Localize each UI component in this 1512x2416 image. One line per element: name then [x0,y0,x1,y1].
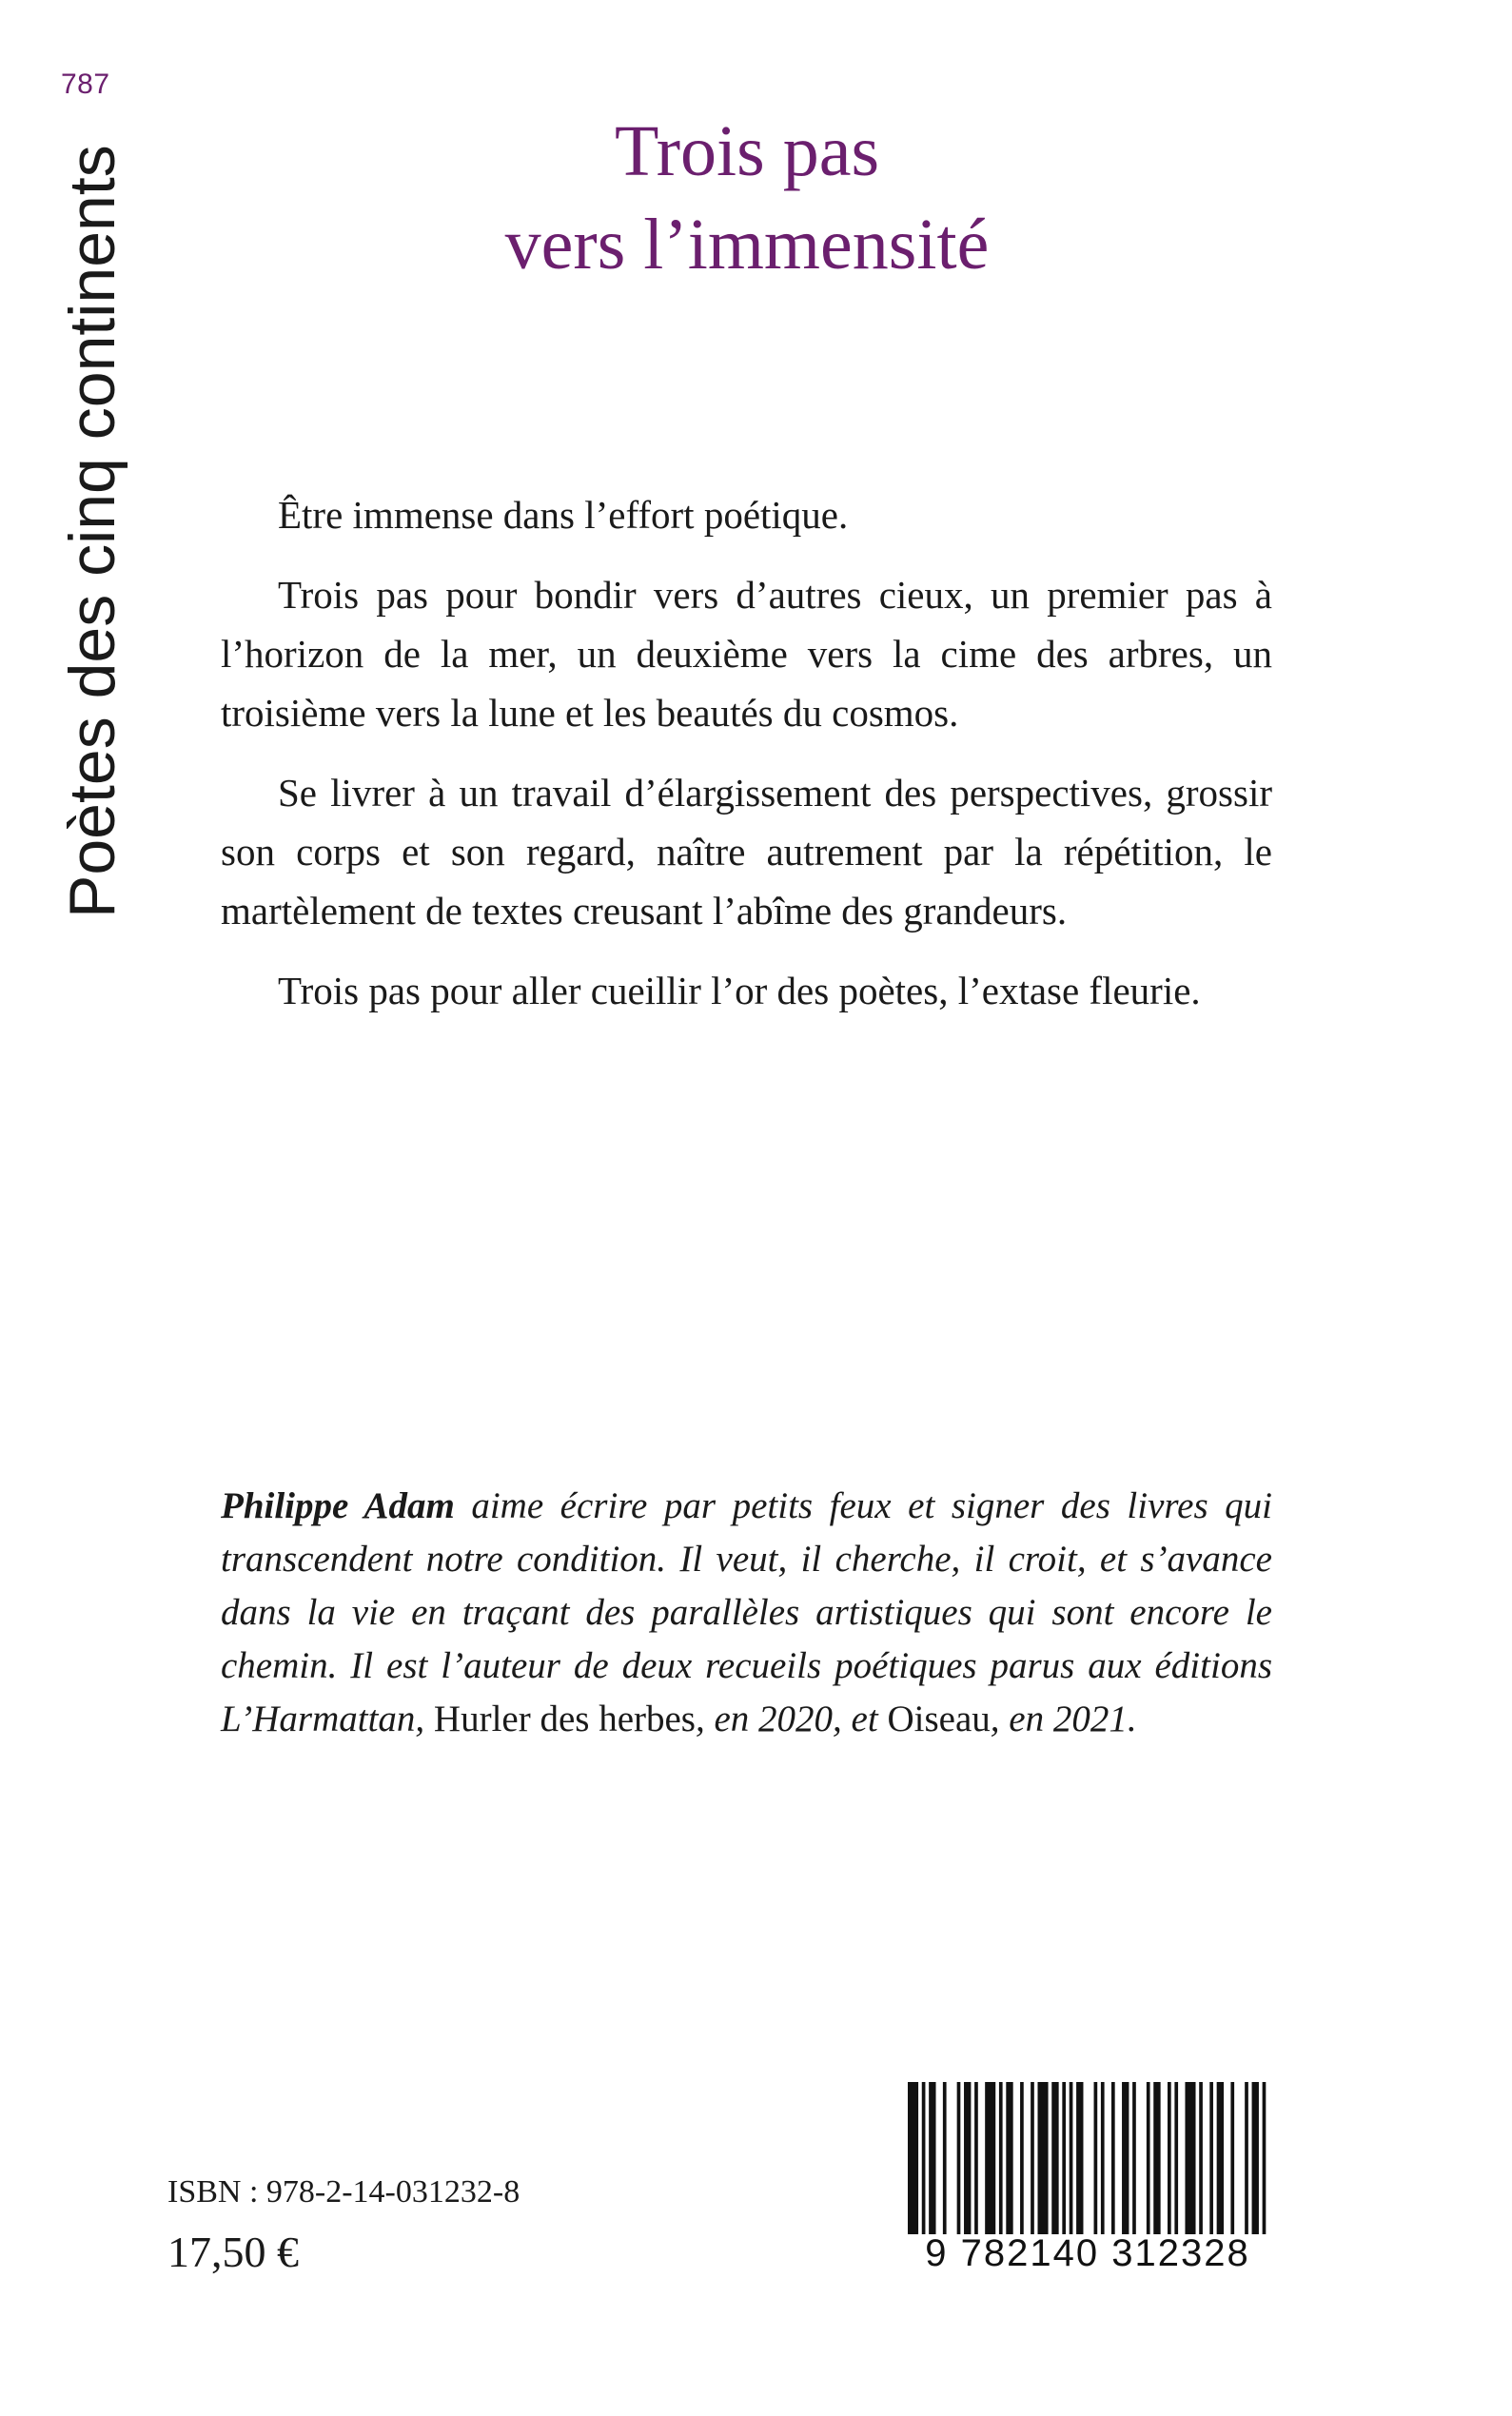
barcode-bar [974,2082,978,2234]
barcode-bar [1031,2082,1034,2234]
bio-work-title: Hurler des herbes [433,1699,696,1739]
barcode [891,2076,1285,2288]
barcode-bar [1051,2082,1058,2234]
barcode-digits: 9 782140 312328 [925,2232,1250,2274]
barcode-bar [929,2082,935,2234]
bio-text: aime écrire par petits feux et signer des livres qui transcendent notre condition. Il veut, il cherche, il croit, et s’avance dans la vie en traçant des parallèles artistiques qui sont encore le chemin. Il est l’auteur de deux recueils poétiques parus aux éditions L’Harmattan, [221,1485,1272,1739]
blurb-paragraph: Se livrer à un travail d’élargissement des perspectives, grossir son corps et son regard, naître autrement par la répétition, le martèlement de textes creusant l’abîme des grandeurs. [221,771,1272,933]
barcode-bar [964,2082,971,2234]
barcode-bar [1147,2082,1150,2234]
barcode-bar [1101,2082,1105,2234]
barcode-bar [1006,2082,1012,2234]
barcode-bar [1217,2082,1224,2234]
blurb-paragraph: Trois pas pour bondir vers d’autres cieux, un premier pas à l’horizon de la mer, un deuxième vers la cime des arbres, un troisième vers la lune et les beautés du cosmos. [221,573,1272,735]
barcode-bar [908,2082,918,2234]
barcode-bar [985,2082,995,2234]
author-bio [221,1480,1272,1746]
bio-work-title: Oiseau [887,1699,991,1739]
barcode-bar [1185,2082,1195,2234]
barcode-bar [922,2082,926,2234]
book-title [304,105,1189,291]
barcode-bar [1153,2082,1160,2234]
barcode-bar [1168,2082,1171,2234]
barcode-bar [999,2082,1003,2234]
barcode-bar [1252,2082,1259,2234]
blurb-paragraph: Être immense dans l’effort poétique. [278,493,849,537]
author-name: Philippe Adam [221,1485,455,1526]
barcode-bar [1209,2082,1213,2234]
bio-text: , en 2020, et [695,1699,888,1739]
barcode-bar [1062,2082,1066,2234]
barcode-bar [1174,2082,1178,2234]
barcode-bar [1111,2082,1115,2234]
blurb [221,485,1272,1041]
barcode-bar [1199,2082,1203,2234]
barcode-bar [1122,2082,1129,2234]
barcode-bar [1038,2082,1049,2234]
series-name: Poètes des cinq continents [56,145,128,918]
barcode-bar [1020,2082,1024,2234]
barcode-bar [1230,2082,1234,2234]
bio-text: , en 2021. [990,1699,1137,1739]
barcode-bar [1094,2082,1098,2234]
barcode-bar [1070,2082,1073,2234]
barcode-bar [1076,2082,1083,2234]
barcode-bar [1263,2082,1267,2234]
barcode-bar [1132,2082,1136,2234]
barcode-bar [957,2082,961,2234]
barcode-bar [1245,2082,1248,2234]
price: 17,50 € [167,2228,299,2276]
barcode-bar [943,2082,947,2234]
blurb-paragraph: Trois pas pour aller cueillir l’or des poètes, l’extase fleurie. [278,969,1201,1012]
title-line-1: Trois pas [614,111,880,191]
isbn: ISBN : 978-2-14-031232-8 [167,2174,520,2210]
title-line-2: vers l’immensité [504,205,990,285]
series-number: 787 [61,69,110,100]
barcode-bars [908,2082,1269,2234]
